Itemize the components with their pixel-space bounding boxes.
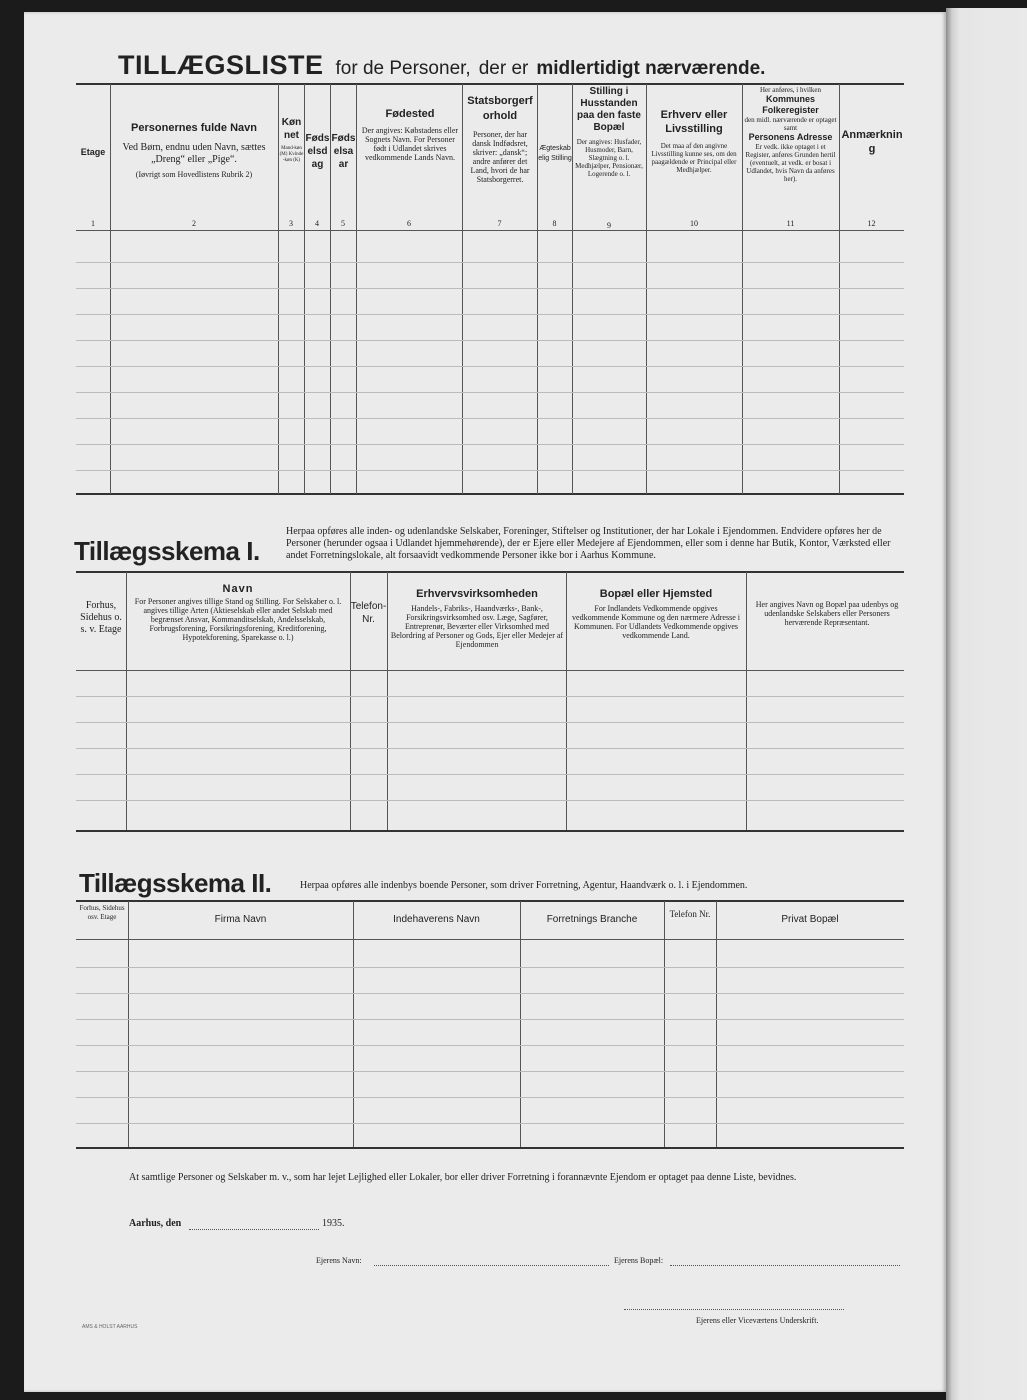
col-marital-header: Ægteskabelig Stilling [538, 145, 572, 162]
col-register-title2: Personens Adresse [748, 132, 833, 142]
col-register-title: Kommunes Folkeregister [762, 94, 819, 115]
col-name-title: Personernes fulde Navn [131, 122, 257, 134]
year-label: 1935. [322, 1218, 345, 1229]
col-number: 6 [407, 219, 411, 228]
col-register-mid: den midl. nærværende er optaget samt [744, 116, 837, 132]
col-occupation-header [648, 108, 740, 174]
owner-name-field[interactable] [374, 1264, 609, 1266]
skema1-col-erhverv [390, 588, 564, 649]
col-number: 2 [192, 219, 196, 228]
owner-name-label: Ejerens Navn: [316, 1256, 362, 1265]
col-household-header [574, 86, 644, 178]
col-register-header [744, 86, 837, 183]
col-gender-header [279, 116, 304, 164]
skema2-col-etage: Forhus, Sidehus osv. Etage [79, 904, 125, 921]
col-number: 1 [91, 219, 95, 228]
col-number: 8 [552, 219, 557, 228]
col-number: 3 [289, 219, 293, 228]
title-main: TILLÆGSLISTE [118, 50, 324, 80]
date-field[interactable] [189, 1228, 319, 1230]
declaration-text: At samtlige Personer og Selskaber m. v., som har lejet Lejlighed eller Lokaler, bor eller driver Forretning i forannævnte Ejendom er optaget paa denne Liste, bevidnes. [129, 1172, 797, 1183]
skema2-col-branche: Forretnings Branche [546, 914, 638, 925]
skema1-col-etage: Forhus, Sidehus o. s. v. Etage [80, 600, 122, 635]
skema1-col-navn [130, 583, 346, 642]
col-gender-title: Kønnet [281, 117, 302, 141]
col-number: 10 [690, 219, 698, 228]
page-title [118, 50, 918, 86]
col-number: 12 [867, 219, 876, 228]
col-number: 5 [341, 219, 345, 228]
skema1-col-erhverv-title: Erhvervsvirksomheden [416, 588, 538, 600]
col-etage-header: Etage [80, 147, 106, 157]
col-citizenship-title: Statsborgerforhold [467, 95, 533, 122]
form-page [24, 12, 946, 1392]
col-birthplace-header [360, 108, 460, 162]
skema1-col-erhverv-body: Handels-, Fabriks-, Haandværks-, Bank-, Forsikringsvirksomhed osv. Læge, Sagfører, Entreprenør, Beværter eller Virksomhed med Belordring af Personer og Gods, Ejer eller Medejer af Ejendommen [390, 604, 564, 649]
signature-field[interactable] [624, 1308, 844, 1310]
title-part-2: der er [478, 58, 529, 79]
signature-label: Ejerens eller Viceværtens Underskrift. [696, 1316, 819, 1325]
col-birthplace-body: Der angives: Købstadens eller Sognets Navn. For Personer født i Udlandet skrives vedkommende Lands Navn. [361, 126, 459, 162]
skema1-col-navn-title: Navn [222, 583, 254, 595]
title-part-3: midlertidigt nærværende. [536, 58, 766, 79]
col-occupation-title: Erhverv eller Livsstilling [660, 109, 728, 135]
col-number: 9 [607, 221, 611, 230]
skema1-col-bopael [570, 588, 742, 640]
col-register-pre: Her anføres, i hvilken [759, 86, 822, 94]
col-birthyear-header: Fødselsaar [331, 133, 356, 170]
owner-address-field[interactable] [670, 1264, 900, 1266]
skema1-col-navn-body: For Personer angives tillige Stand og Stilling. For Selskaber o. l. angives tillige Arten (Aktieselskab eller andet Selskab med begrænset Ansvar, Kommanditselskab, Andelsselskab, Forbrugsforening, Forsikringsforening, Kreditforening, Hypotekforening, Sparekasse o. l.) [134, 597, 342, 642]
col-name-body: Ved Børn, endnu uden Navn, sættes „Dreng“ eller „Pige“. [122, 142, 266, 165]
printer-mark: AMS & HOLST AARHUS [82, 1324, 138, 1330]
col-birthplace-title: Fødested [385, 108, 435, 120]
owner-address-label: Ejerens Bopæl: [614, 1256, 664, 1265]
adjacent-page-edge [946, 8, 1027, 1400]
skema1-col-bopael-body: For Indlandets Vedkommende opgives vedkommende Kommune og den nærmere Adresse i Kommunen. For Udlandets Vedkommende opgives vedkommende Land. [572, 604, 740, 640]
col-citizenship-header [466, 94, 534, 184]
skema1-title: Tillægsskema I. [74, 536, 260, 566]
skema1-col-representant: Her angives Navn og Bopæl paa udenbys og udenlandske Selskabers eller Personers herværende Repræsentant. [755, 600, 899, 627]
skema2-intro: Herpaa opføres alle indenbys boende Personer, som driver Forretning, Agentur, Haandværk o. l. i Ejendommen. [300, 880, 748, 891]
skema2-col-firma: Firma Navn [214, 914, 267, 925]
place-date-label: Aarhus, den [129, 1218, 182, 1229]
skema1-col-telefon: Telefon-Nr. [350, 601, 387, 625]
col-household-body: Der angives: Husfader, Husmoder, Barn, Slægtning o. l. Medhjælper, Pensionær, Logerende o. l. [575, 138, 643, 178]
col-gender-body: Mand-køn (M) Kvinde-køn (K) [279, 146, 304, 163]
skema2-col-indehaver: Indehaverens Navn [393, 914, 480, 925]
col-birthday-header: Fødselsdag [305, 133, 330, 170]
col-citizenship-body: Personer, der har dansk Indfødsret, skriver: „dansk“; andre anfører det Land, hvori de har Statsborgerret. [470, 130, 530, 184]
col-name-note: (Iøvrigt som Hovedlistens Rubrik 2) [135, 170, 253, 179]
skema1-intro: Herpaa opføres alle inden- og udenlandske Selskaber, Foreninger, Stiftelser og Institutioner, der har Lokale i Ejendommen. Endvidere opføres her de Personer (herunder ogsaa i Udlandet hjemmehørende), der er Ejere eller Medejere af Ejendommen, eller som i denne har Butik, Kontor, Værksted eller andet Forretningslokale, alt forsaavidt vedkommende Personer ikke bor i Aarhus Kommune. [286, 526, 891, 561]
col-register-body: Er vedk. ikke optaget i et Register, anføres Grunden hertil (eventuelt, at vedk. er bosat i Udlandet, hvis Navn da anføres her). [745, 143, 836, 183]
skema1-col-bopael-title: Bopæl eller Hjemsted [599, 588, 713, 600]
skema2-col-privat-bopael: Privat Bopæl [781, 914, 839, 925]
col-name-header [114, 122, 274, 179]
col-number: 7 [497, 219, 502, 228]
col-number: 4 [315, 219, 319, 228]
col-remarks-header: Anmærkning [841, 129, 903, 155]
col-number: 11 [786, 219, 795, 228]
title-part-1: for de Personer, [335, 58, 471, 79]
col-occupation-body: Det maa af den angivne Livsstilling kunne ses, om den paagældende er Principal eller Medhjælper. [651, 142, 737, 174]
skema2-title: Tillægsskema II. [79, 868, 272, 898]
skema2-col-telefon: Telefon Nr. [669, 909, 711, 919]
col-household-title: Stilling i Husstanden paa den faste Bopæl [577, 86, 641, 133]
